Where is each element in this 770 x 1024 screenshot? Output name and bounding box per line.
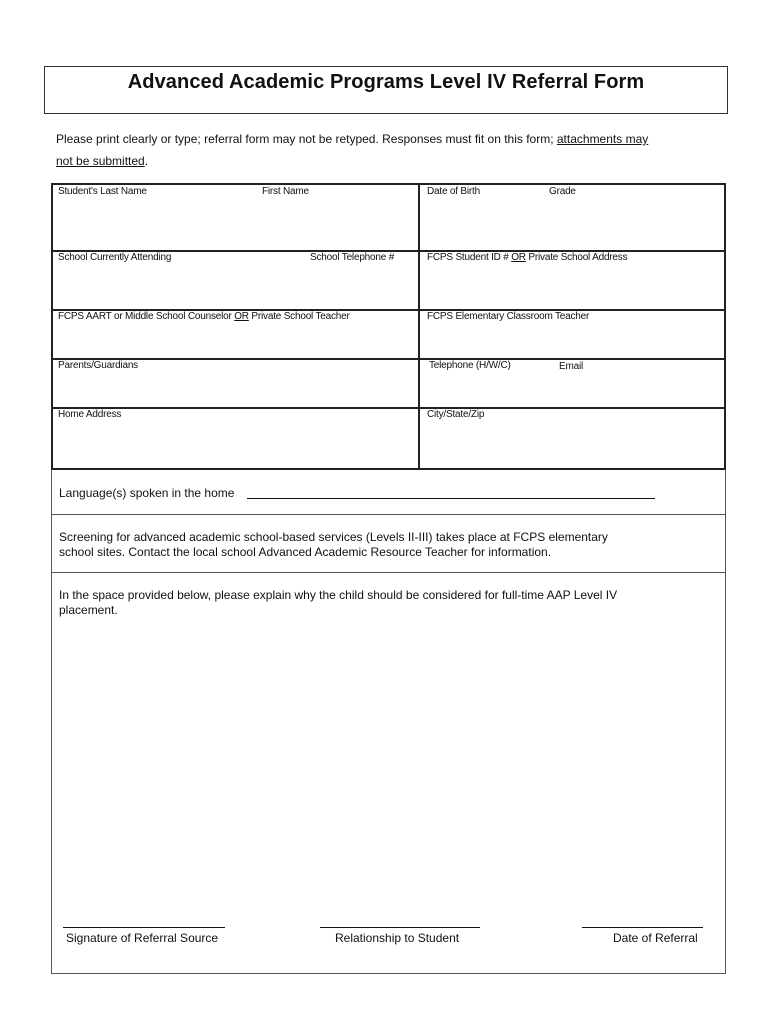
- language-label: Language(s) spoken in the home: [59, 486, 235, 500]
- student-id-field[interactable]: [427, 252, 627, 263]
- student-id-label: FCPS Student ID #: [427, 252, 512, 263]
- date-line[interactable]: [582, 927, 703, 928]
- parents-field[interactable]: Parents/Guardians: [58, 360, 138, 371]
- section-divider-2: [52, 572, 725, 573]
- instructions-end: .: [144, 154, 149, 168]
- counselor-label: FCPS AART or Middle School Counselor: [58, 311, 235, 322]
- counselor-or: OR: [234, 311, 249, 322]
- screening-line-2: school sites. Contact the local school Advanced Academic Resource Teacher for information.: [59, 545, 552, 559]
- classroom-teacher-field[interactable]: FCPS Elementary Classroom Teacher: [427, 311, 590, 322]
- grade-field[interactable]: Grade: [549, 186, 576, 197]
- telephone-field[interactable]: Telephone (H/W/C): [429, 360, 511, 371]
- signature-label: Signature of Referral Source: [66, 931, 219, 945]
- grid-divider-vertical: [418, 185, 420, 468]
- instructions-text: Please print clearly or type; referral form may not be retyped. Responses must fit on this form;: [56, 132, 557, 146]
- private-school-address-label: Private School Address: [525, 252, 628, 263]
- language-input-line[interactable]: [247, 498, 655, 499]
- private-teacher-label: Private School Teacher: [248, 311, 350, 322]
- screening-line-1: Screening for advanced academic school-based services (Levels II-III) takes place at FCPS elementary: [59, 530, 608, 544]
- signature-line[interactable]: [63, 927, 225, 928]
- home-address-field[interactable]: Home Address: [58, 409, 122, 420]
- section-divider-1: [52, 514, 725, 515]
- explanation-area[interactable]: [59, 620, 718, 910]
- relationship-line[interactable]: [320, 927, 480, 928]
- date-label: Date of Referral: [613, 931, 698, 945]
- instructions-underlined-1: attachments may: [556, 132, 649, 146]
- last-name-field[interactable]: Student's Last Name: [58, 186, 147, 197]
- form-title: Advanced Academic Programs Level IV Referral Form: [127, 71, 645, 93]
- student-id-or: OR: [511, 252, 526, 263]
- lower-section: [51, 470, 726, 974]
- explain-line-2: placement.: [59, 603, 118, 617]
- counselor-field[interactable]: [58, 311, 350, 322]
- student-info-grid: [51, 183, 726, 470]
- grid-divider-row-3: [53, 358, 724, 360]
- school-field[interactable]: School Currently Attending: [58, 252, 172, 263]
- title-box: [44, 66, 728, 114]
- school-phone-field[interactable]: School Telephone #: [310, 252, 395, 263]
- email-field[interactable]: Email: [559, 361, 584, 372]
- explain-line-1: In the space provided below, please explain why the child should be considered for full-time AAP Level IV: [59, 588, 618, 602]
- first-name-field[interactable]: First Name: [262, 186, 309, 197]
- relationship-label: Relationship to Student: [335, 931, 460, 945]
- instructions: [56, 128, 706, 172]
- city-state-zip-field[interactable]: City/State/Zip: [427, 409, 485, 420]
- instructions-underlined-2: not be submitted: [56, 154, 145, 168]
- dob-field[interactable]: Date of Birth: [427, 186, 480, 197]
- grid-divider-row-4: [53, 407, 724, 409]
